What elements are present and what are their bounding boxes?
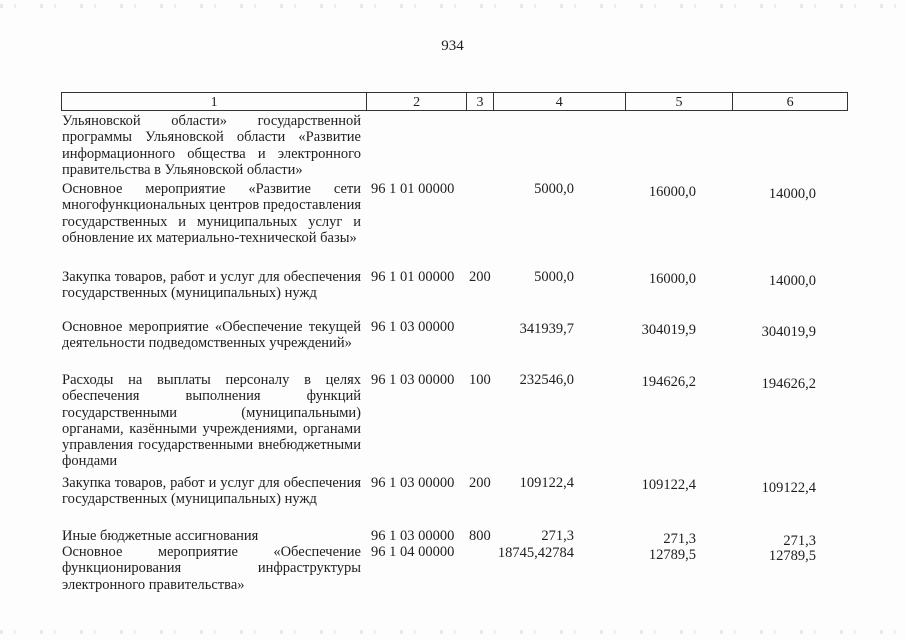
row-value-6: 12789,5 [768, 548, 816, 564]
column-header-2: 2 [367, 93, 467, 110]
row-code: 96 1 03 00000 [371, 528, 455, 544]
row-value-5: 16000,0 [648, 184, 696, 200]
row-code: 96 1 03 00000 [371, 372, 455, 388]
row-value-4: 341939,7 [519, 321, 574, 337]
row-code: 96 1 03 00000 [371, 319, 455, 335]
row-value-4: 271,3 [541, 528, 574, 544]
row-value-5: 109122,4 [641, 477, 696, 493]
row-description: Основное мероприятие «Обеспечение текущей деятельности подведомственных учреждений» [62, 319, 361, 352]
row-description: Иные бюджетные ассигнования [62, 528, 259, 544]
column-header-1: 1 [62, 93, 367, 110]
row-description: Основное мероприятие «Обеспечение функционирования инфраструктуры электронного правительства» [62, 544, 361, 593]
row-code: 96 1 01 00000 [371, 181, 455, 197]
row-value-6: 109122,4 [761, 480, 816, 496]
table-header-row [61, 92, 848, 111]
row-value-5: 271,3 [663, 531, 696, 547]
row-value-6: 304019,9 [761, 324, 816, 340]
row-value-4: 109122,4 [519, 475, 574, 491]
column-header-3: 3 [467, 93, 494, 110]
row-description: Закупка товаров, работ и услуг для обеспечения государственных (муниципальных) нужд [62, 475, 361, 508]
column-header-6: 6 [786, 95, 794, 110]
row-value-6: 14000,0 [768, 273, 816, 289]
row-value-6: 14000,0 [768, 186, 816, 202]
row-code: 96 1 04 00000 [371, 544, 455, 560]
row-value-6: 194626,2 [761, 376, 816, 392]
row-vr: 800 [469, 528, 491, 544]
row-code: 96 1 01 00000 [371, 269, 455, 285]
row-value-5: 16000,0 [648, 271, 696, 287]
row-vr: 100 [469, 372, 491, 388]
row-value-5: 304019,9 [641, 322, 696, 338]
row-value-4: 232546,0 [519, 372, 574, 388]
row-value-4: 5000,0 [534, 181, 574, 197]
row-value-5: 12789,5 [648, 547, 696, 563]
row-value-4: 5000,0 [534, 269, 574, 285]
scan-noise-bottom [0, 630, 905, 634]
row-vr: 200 [469, 269, 491, 285]
scan-noise-top [0, 4, 905, 8]
row-description: Ульяновской области» государственной программы Ульяновской области «Развитие информационного общества и электронного правительства в Ульяновской области» [62, 113, 361, 178]
column-header-5: 5 [626, 93, 734, 110]
row-description: Расходы на выплаты персоналу в целях обеспечения выполнения функций государственными (муниципальными) органами, казёнными учреждениями, органами управления государственными внебюджетными фондами [62, 372, 361, 470]
row-value-4: 18745,42784 [497, 545, 574, 561]
row-vr: 200 [469, 475, 491, 491]
row-code: 96 1 03 00000 [371, 475, 455, 491]
column-header-4: 4 [494, 93, 626, 110]
row-value-5: 194626,2 [641, 374, 696, 390]
row-description: Закупка товаров, работ и услуг для обеспечения государственных (муниципальных) нужд [62, 269, 361, 302]
page-number: 934 [441, 38, 464, 54]
row-description: Основное мероприятие «Развитие сети многофункциональных центров предоставления государственных и муниципальных услуг и обновление их материально-технической базы» [62, 181, 362, 246]
row-value-6: 271,3 [783, 533, 816, 549]
